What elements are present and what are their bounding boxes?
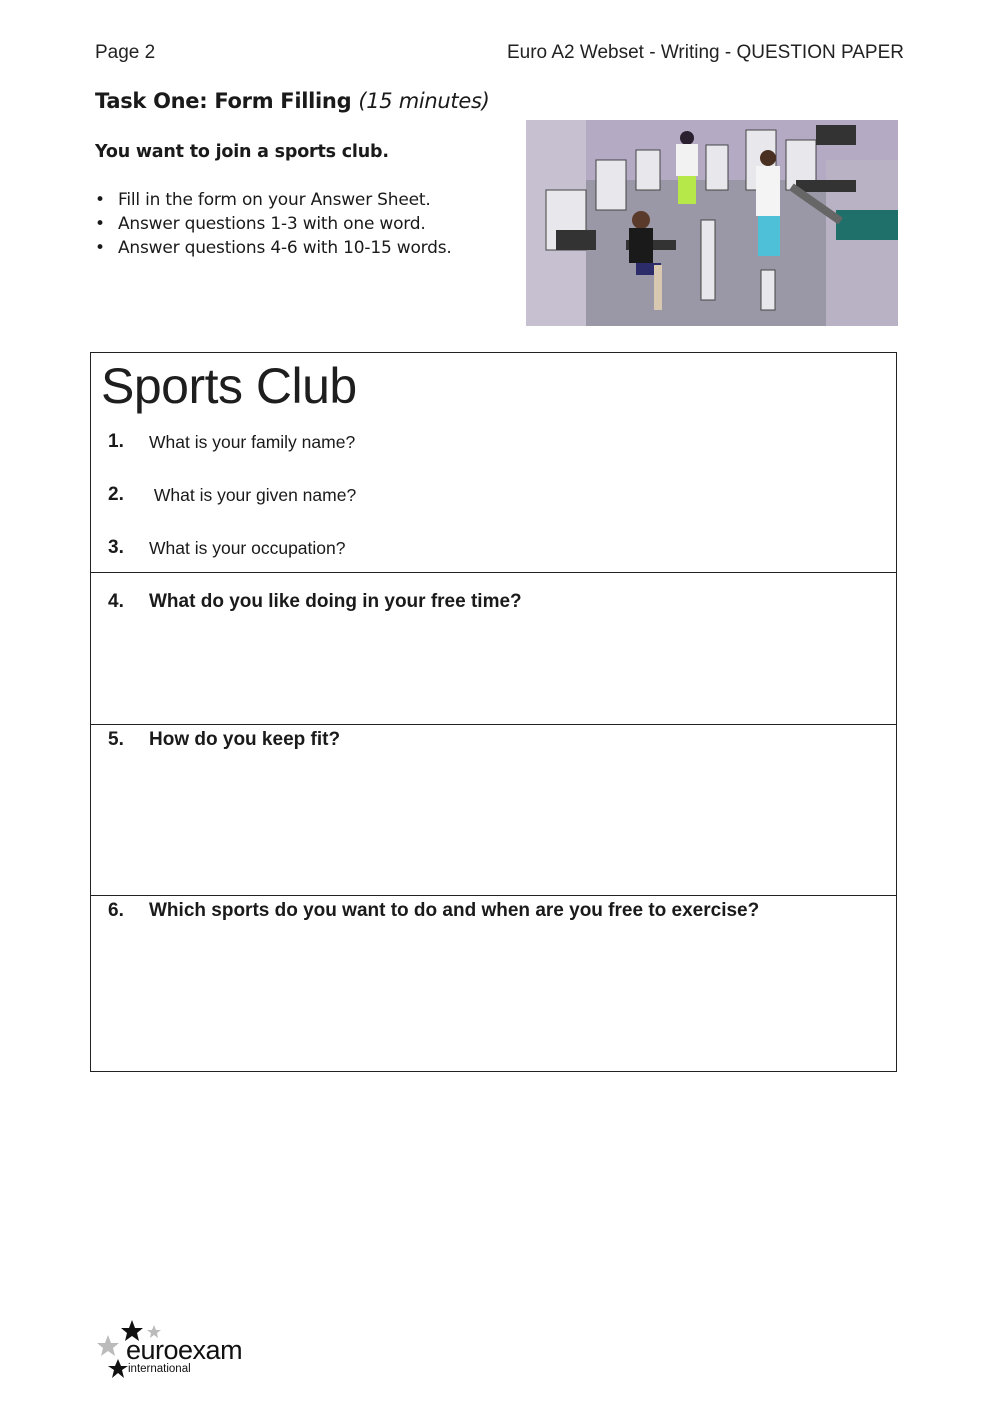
form-section-q5 xyxy=(91,725,896,896)
task-title: Task One: Form Filling xyxy=(95,89,352,113)
question-number: 1. xyxy=(108,431,124,452)
question-text: What do you like doing in your free time? xyxy=(149,591,522,612)
question-6 xyxy=(91,900,896,930)
question-5 xyxy=(91,729,896,759)
form-section-q6 xyxy=(91,896,896,1071)
task-intro: You want to join a sports club. xyxy=(95,142,389,162)
instruction-item: • Answer questions 4-6 with 10-15 words. xyxy=(95,236,452,260)
question-text: How do you keep fit? xyxy=(149,729,341,750)
logo-subtitle: international xyxy=(128,1363,191,1375)
sports-club-form xyxy=(90,352,897,1072)
logo-brand: euroexam xyxy=(126,1335,243,1365)
question-number: 6. xyxy=(108,900,124,921)
page-header-left: Page 2 xyxy=(95,42,156,63)
question-1 xyxy=(91,431,896,461)
question-number: 4. xyxy=(108,591,124,612)
gym-photo xyxy=(526,120,898,326)
form-section-q4 xyxy=(91,573,896,725)
question-number: 2. xyxy=(108,484,124,505)
question-text: Which sports do you want to do and when are you free to exercise? xyxy=(149,900,760,921)
task-duration: (15 minutes) xyxy=(358,89,490,113)
question-text: What is your family name? xyxy=(149,432,356,452)
question-text: What is your occupation? xyxy=(149,538,346,558)
question-number: 5. xyxy=(108,729,124,750)
form-section-basic xyxy=(91,353,896,573)
question-text: What is your given name? xyxy=(149,485,357,505)
question-3 xyxy=(91,537,896,567)
question-2 xyxy=(91,484,896,514)
question-number: 3. xyxy=(108,537,124,558)
instruction-item: • Answer questions 1-3 with one word. xyxy=(95,212,452,236)
instruction-list xyxy=(95,188,452,260)
question-4 xyxy=(91,591,896,621)
page-header-right: Euro A2 Webset - Writing - QUESTION PAPER xyxy=(506,42,904,63)
form-title: Sports Club xyxy=(101,358,357,414)
euroexam-logo xyxy=(96,1317,256,1387)
gym-photo-illustration xyxy=(526,120,898,326)
task-heading xyxy=(95,89,490,113)
instruction-item: • Fill in the form on your Answer Sheet. xyxy=(95,188,452,212)
